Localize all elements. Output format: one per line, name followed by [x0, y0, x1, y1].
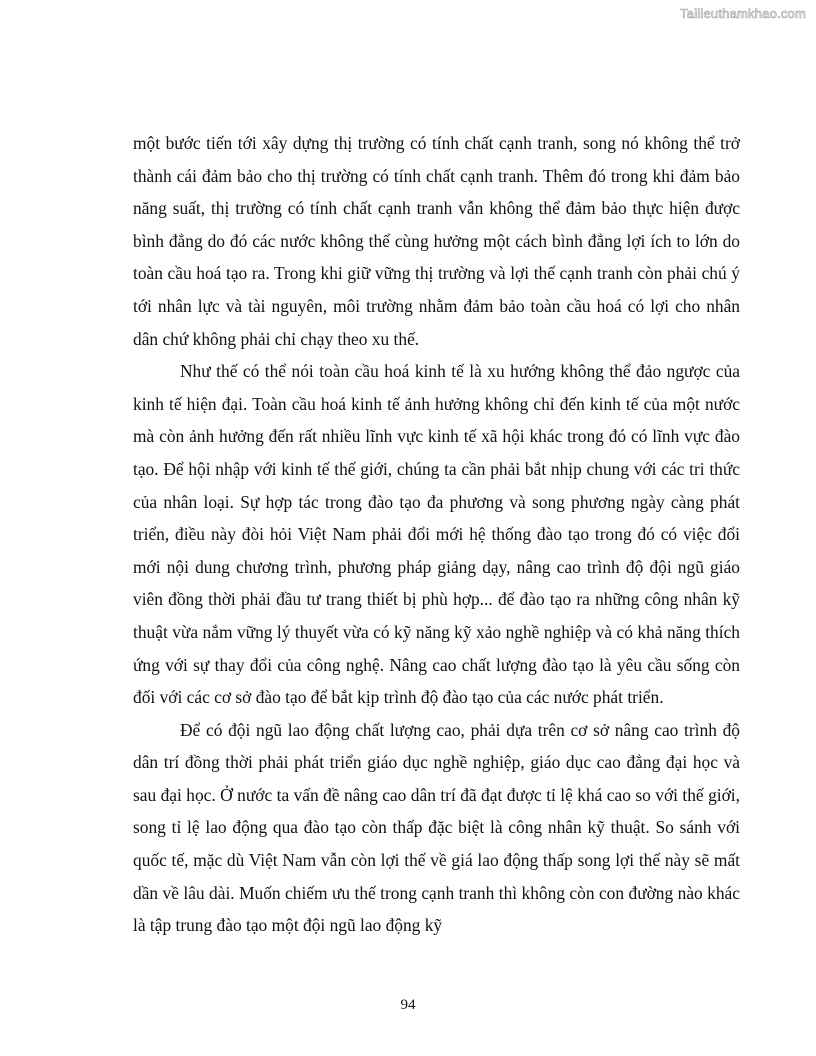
paragraph-3: Để có đội ngũ lao động chất lượng cao, phải dựa trên cơ sở nâng cao trình độ dân trí đồng thời phải phát triển giáo dục nghề nghiệp, giáo dục cao đẳng đại học và sau đại học. Ở nước ta vấn đề nâng cao dân trí đã đạt được tỉ lệ khá cao so với thế giới, song tỉ lệ lao động qua đào tạo còn thấp đặc biệt là công nhân kỹ thuật. So sánh với quốc tế, mặc dù Việt Nam vẫn còn lợi thế về giá lao động thấp song lợi thế này sẽ mất dần về lâu dài. Muốn chiếm ưu thế trong cạnh tranh thì không còn con đường nào khác là tập trung đào tạo một đội ngũ lao động kỹ [133, 719, 740, 936]
page-body [133, 127, 740, 942]
paragraph-1: một bước tiến tới xây dựng thị trường có tính chất cạnh tranh, song nó không thể trở thành cái đảm bảo cho thị trường có tính chất cạnh tranh. Thêm đó trong khi đảm bảo năng suất, thị trường có tính chất cạnh tranh vẫn không thể đảm bảo thực hiện được bình đẳng do đó các nước không thể cùng hưởng một cách bình đẳng lợi ích to lớn do toàn cầu hoá tạo ra. Trong khi giữ vững thị trường và lợi thế cạnh tranh còn phải chú ý tới nhân lực và tài nguyên, môi trường nhằm đảm bảo toàn cầu hoá có lợi cho nhân dân chứ không phải chỉ chạy theo xu thế. [133, 133, 740, 349]
watermark: Tailieuthamkhao.com [680, 6, 806, 21]
paragraph-2: Như thế có thể nói toàn cầu hoá kinh tế là xu hướng không thể đảo ngược của kinh tế hiện đại. Toàn cầu hoá kinh tế ảnh hưởng không chỉ đến kinh tế của một nước mà còn ảnh hưởng đến rất nhiều lĩnh vực kinh tế xã hội khác trong đó có lĩnh vực đào tạo. Để hội nhập với kinh tế thế giới, chúng ta cần phải bắt nhịp chung với các tri thức của nhân loại. Sự hợp tác trong đào tạo đa phương và song phương ngày càng phát triển, điều này đòi hỏi Việt Nam phải đổi mới hệ thống đào tạo trong đó có việc đổi mới nội dung chương trình, phương pháp giảng dạy, nâng cao trình độ đội ngũ giáo viên đồng thời phải đầu tư trang thiết bị phù hợp... để đào tạo ra những công nhân kỹ thuật vừa nắm vững lý thuyết vừa có kỹ năng kỹ xảo nghề nghiệp và có khả năng thích ứng với sự thay đổi của công nghệ. Nâng cao chất lượng đào tạo là yêu cầu sống còn đối với các cơ sở đào tạo để bắt kịp trình độ đào tạo của các nước phát triển. [133, 361, 740, 708]
page-number: 94 [400, 997, 416, 1013]
